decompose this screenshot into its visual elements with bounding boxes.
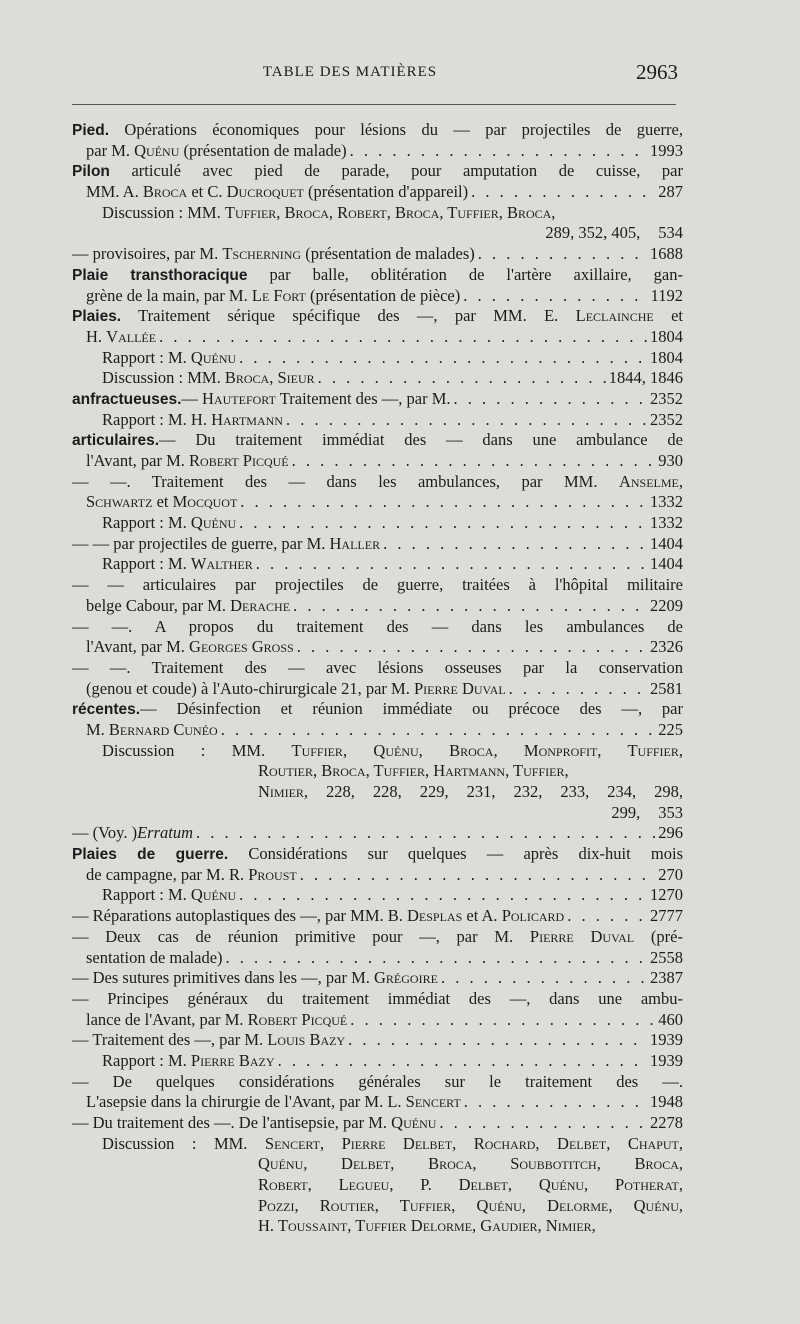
page-reference: 1948 (650, 1092, 683, 1112)
page-reference: 353 (658, 802, 683, 822)
leader-dots (350, 1010, 655, 1031)
entry-text: — —. A propos du traitement des — dans les ambulances de (72, 616, 683, 636)
author-name: Grégoire (374, 968, 438, 988)
entry-text: — Des sutures primitives dans les —, par M. (72, 968, 375, 988)
index-line (72, 906, 683, 927)
entry-text: (genou et coude) à l'Auto-chirurgicale 21, par M. (86, 678, 414, 698)
index-line (72, 720, 683, 741)
leader-dots (226, 948, 647, 969)
leader-dots (454, 389, 647, 410)
entry-text: et (653, 306, 683, 326)
index-line (72, 451, 683, 472)
leader-dots (471, 182, 655, 203)
leader-dots (318, 368, 606, 389)
entry-text: Considérations sur quelques — après dix-huit mois (228, 844, 683, 864)
index-line (72, 865, 683, 886)
index-line (72, 368, 683, 389)
author-name: Louis Bazy (267, 1030, 346, 1050)
index-line (72, 1030, 683, 1051)
index-line (72, 575, 683, 596)
author-name: Proust (248, 864, 297, 884)
page-reference: 2558 (650, 947, 683, 967)
entry-text: lance de l'Avant, par M. (86, 1009, 248, 1029)
entry-text: — (140, 699, 177, 719)
entry-heading: Plaies. (72, 308, 122, 326)
author-name: Desplas (407, 906, 463, 926)
entry-heading: Plaie transthoracique (72, 266, 248, 284)
entry-text: (présentation de malade) (179, 140, 347, 160)
author-name: Hartmann (211, 409, 283, 429)
index-body (72, 120, 683, 1237)
leader-dots (293, 596, 647, 617)
entry-text: — (159, 430, 196, 450)
author-name: Haller (329, 533, 381, 553)
author-name: Ducroquet (226, 182, 304, 202)
entry-heading: Pilon (72, 163, 110, 181)
entry-text: — Deux cas de réunion primitive pour —, par M. (72, 926, 530, 946)
page-reference: 1939 (650, 1050, 683, 1070)
page-reference: 1804 (650, 326, 683, 346)
entry-text: articulé avec pied de parade, pour amputation de cuisse, par (109, 161, 683, 181)
entry-text: — —. Traitement des — avec lésions osseuses par la conservation (72, 657, 683, 677)
author-name: Broca, Sieur (224, 368, 315, 388)
index-line (72, 120, 683, 141)
page-reference: 1332 (650, 492, 683, 512)
entry-text: (pré- (634, 926, 683, 946)
entry-text: (présentation de pièce) (305, 285, 461, 305)
index-line (72, 492, 683, 513)
entry-text: de campagne, par M. R. (86, 864, 249, 884)
index-line (72, 182, 683, 203)
leader-dots (239, 885, 647, 906)
author-name: Bernard Cunéo (108, 719, 218, 739)
entry-text: Erratum (137, 823, 194, 843)
author-name: Anselme, (618, 471, 683, 491)
index-line (72, 286, 683, 307)
index-line (72, 1154, 683, 1175)
page-reference: 930 (658, 451, 683, 470)
page-reference: 1993 (650, 140, 683, 160)
entry-text: par M. (86, 140, 135, 160)
index-line (72, 389, 683, 410)
entry-text: et (152, 492, 173, 512)
entry-text: Rapport : M. (102, 554, 191, 574)
author-name: Quénu (391, 1113, 437, 1132)
entry-text: ) (131, 823, 138, 843)
entry-text: belge Cabour, par M. (86, 595, 231, 615)
author-name: Le Fort (251, 285, 306, 305)
page-reference: 1404 (650, 554, 683, 574)
leader-dots (297, 637, 647, 658)
leader-dots (292, 451, 656, 472)
entry-text: Opérations économiques pour lésions du — par projectiles de guerre, (109, 120, 683, 139)
entry-text: grène de la main, par M. (86, 285, 252, 305)
leader-dots (464, 1092, 647, 1113)
entry-text: — Réparations autoplastiques des —, par MM. B. (72, 906, 407, 926)
page-reference: 2209 (650, 595, 683, 615)
author-name: Schwartz (86, 492, 153, 512)
index-line (72, 617, 683, 638)
entry-heading: Pied. (72, 122, 110, 139)
leader-dots (567, 906, 647, 927)
index-line (72, 430, 683, 451)
index-line (72, 761, 683, 782)
author-name: Walther (190, 554, 253, 574)
entry-heading: articulaires. (72, 432, 160, 450)
index-line (72, 596, 683, 617)
author-name: Robert Picqué (189, 451, 289, 470)
page-reference: 1270 (650, 885, 683, 905)
author-name: H. Toussaint, Tuffier Delorme, Gaudier, Nimier, (258, 1216, 596, 1236)
index-line (72, 637, 683, 658)
index-line (72, 223, 683, 244)
entry-text: L'asepsie dans la chirurgie de l'Avant, par M. L. (86, 1092, 406, 1112)
entry-text: Rapport : M. (102, 1050, 191, 1070)
entry-text: — — par projectiles de guerre, par M. (72, 533, 330, 553)
leader-dots (159, 327, 647, 348)
entry-text: — —. Traitement des — dans les ambulances, par MM. (72, 471, 619, 491)
header-rule (72, 104, 676, 105)
index-line (72, 679, 683, 700)
index-line (72, 513, 683, 534)
author-name: Nimier, (258, 782, 309, 801)
entry-text: et A. (462, 906, 502, 926)
author-name: Policard (501, 906, 565, 926)
author-name: Tuffier, Quénu, Broca, Monprofit, Tuffier, (291, 740, 683, 760)
index-line (72, 1196, 683, 1217)
author-name: Tuffier, Broca, Robert, Broca, Tuffier, Broca, (224, 202, 556, 222)
index-line (72, 141, 683, 162)
index-line (72, 1175, 683, 1196)
entry-text: l'Avant, par M. (86, 637, 190, 657)
index-line (72, 1051, 683, 1072)
entry-text: et C. (187, 182, 227, 202)
page-reference: 2326 (650, 637, 683, 657)
index-line (72, 1216, 683, 1237)
author-name: Pierre Duval (413, 678, 506, 698)
author-name: Mocquot (172, 492, 238, 512)
entry-text: — provisoires, par M. (72, 244, 223, 264)
leader-dots (350, 141, 647, 162)
entry-text: Discussion : MM. (102, 368, 225, 388)
page-reference: 534 (658, 223, 683, 243)
index-line (72, 968, 683, 989)
author-name: Quénu (190, 513, 237, 533)
index-line (72, 1092, 683, 1113)
page-reference: 2777 (650, 906, 683, 926)
entry-text: sentation de malade) (86, 947, 223, 967)
index-line (72, 244, 683, 265)
entry-text: — Du traitement des —. De l'antisepsie, par M. (72, 1113, 392, 1132)
leader-dots (240, 492, 647, 513)
running-header (70, 60, 678, 88)
author-name: Quénu (190, 885, 237, 905)
index-line (72, 472, 683, 493)
index-line (72, 823, 683, 844)
leader-dots (441, 968, 647, 989)
entry-text: Discussion : MM. (102, 202, 225, 222)
index-line (72, 1134, 683, 1155)
page-reference: 1192 (650, 285, 683, 305)
index-line (72, 699, 683, 720)
index-line (72, 803, 683, 824)
index-line (72, 948, 683, 969)
page-number: 2963 (636, 60, 678, 84)
leader-dots (509, 679, 647, 700)
entry-text: — (181, 388, 203, 408)
leader-dots (221, 720, 656, 741)
entry-text: Désinfection et réunion immédiate ou précoce des —, par (176, 699, 683, 719)
page-reference: 1332 (650, 513, 683, 533)
leader-dots (439, 1113, 647, 1134)
index-line (72, 927, 683, 948)
entry-heading: récentes. (72, 701, 141, 719)
page-reference: 1404 (650, 533, 683, 553)
entry-text: par balle, oblitération de l'artère axillaire, gan- (247, 264, 683, 284)
entry-heading: Plaies de guerre. (72, 846, 229, 864)
entry-text: — Traitement des —, par M. (72, 1030, 268, 1050)
author-name: Hautefort (202, 388, 276, 408)
leader-dots (239, 513, 647, 534)
leader-dots (478, 244, 647, 265)
index-line (72, 885, 683, 906)
page-reference: 1804 (650, 347, 683, 367)
leader-dots (300, 865, 656, 886)
entry-text: 228, 228, 229, 231, 232, 233, 234, 298, (308, 782, 683, 801)
index-line (72, 348, 683, 369)
index-line (72, 1113, 683, 1134)
entry-text: 289, 352, 405, (545, 223, 641, 243)
author-name: Broca (142, 182, 188, 202)
index-line (72, 989, 683, 1010)
author-name: Georges Gross (189, 637, 294, 657)
index-line (72, 327, 683, 348)
leader-dots (286, 410, 647, 431)
entry-heading: anfractueuses. (72, 390, 182, 408)
entry-text: — De quelques considérations générales sur le traitement des —. (72, 1071, 683, 1091)
author-name: Quénu (190, 347, 237, 367)
entry-text: Rapport : M. (102, 885, 191, 905)
header-title: TABLE DES MATIÈRES (262, 64, 438, 80)
author-name: Pierre Bazy (190, 1050, 275, 1070)
leader-dots (348, 1030, 647, 1051)
entry-text: — — articulaires par projectiles de guerre, traitées à l'hôpital militaire (72, 575, 683, 595)
entry-text: Du traitement immédiat des — dans une ambulance de (195, 430, 683, 450)
index-line (72, 1010, 683, 1031)
page-reference: 2352 (650, 409, 683, 429)
entry-text: — Principes généraux du traitement immédiat des —, dans une ambu- (72, 988, 683, 1008)
page-reference: 296 (658, 823, 683, 843)
index-line (72, 410, 683, 431)
page-reference: 225 (658, 719, 683, 739)
entry-text: Rapport : M. (102, 347, 191, 367)
author-name: Quénu, Delbet, Broca, Soubbotitch, Broca, (258, 1154, 683, 1174)
leader-dots (239, 348, 647, 369)
index-line (72, 534, 683, 555)
page-reference: 2352 (650, 388, 683, 408)
entry-text: Discussion : MM. (102, 740, 292, 760)
author-name: Pozzi, Routier, Tuffier, Quénu, Delorme, Quénu, (258, 1195, 683, 1215)
author-name: Derache (230, 595, 291, 615)
author-name: Pierre Duval (529, 926, 635, 946)
page-reference: 1688 (650, 244, 683, 264)
entry-text: H. (86, 326, 107, 346)
author-name: Vallée (106, 326, 157, 346)
entry-text: (présentation de malades) (301, 244, 475, 264)
page-reference: 287 (658, 182, 683, 202)
page-reference: 1844, 1846 (608, 368, 683, 388)
author-name: Leclainche (575, 306, 654, 326)
entry-text: Discussion : MM. (102, 1133, 265, 1153)
entry-text: 299, (611, 802, 641, 822)
entry-text: Rapport : M. H. (102, 409, 212, 429)
page-reference: 460 (658, 1009, 683, 1029)
index-line (72, 554, 683, 575)
author-name: Robert, Legueu, P. Delbet, Quénu, Potherat, (258, 1175, 683, 1195)
leader-dots (196, 823, 655, 844)
index-line (72, 265, 683, 286)
entry-text: (présentation d'appareil) (303, 182, 469, 202)
page-reference: 1939 (650, 1030, 683, 1050)
page-reference: 2581 (650, 678, 683, 698)
author-name: Robert Picqué (247, 1009, 348, 1029)
author-name: Routier, Broca, Tuffier, Hartmann, Tuffier, (258, 761, 569, 781)
author-name: Sencert, Pierre Delbet, Rochard, Delbet, Chaput, (264, 1133, 683, 1153)
index-line (72, 203, 683, 224)
index-line (72, 658, 683, 679)
index-line (72, 741, 683, 762)
entry-text: — (Voy. (72, 823, 132, 843)
page-reference: 2387 (650, 968, 683, 988)
leader-dots (463, 286, 647, 307)
entry-text: Rapport : M. (102, 513, 191, 533)
leader-dots (383, 534, 647, 555)
leader-dots (256, 554, 647, 575)
entry-text: MM. A. (86, 182, 143, 202)
author-name: Sencert (405, 1092, 461, 1112)
page-reference: 2278 (650, 1113, 683, 1132)
entry-text: l'Avant, par M. (86, 451, 190, 470)
index-line (72, 782, 683, 803)
index-line (72, 161, 683, 182)
page-reference: 270 (658, 864, 683, 884)
author-name: Quénu (134, 140, 180, 160)
index-line (72, 1072, 683, 1093)
entry-text: Traitement sérique spécifique des —, par MM. E. (121, 306, 576, 326)
author-name: Tscherning (222, 244, 302, 264)
leader-dots (278, 1051, 647, 1072)
entry-text: M. (86, 719, 109, 739)
index-line (72, 844, 683, 865)
entry-text: Traitement des —, par M. (275, 388, 451, 408)
index-line (72, 306, 683, 327)
